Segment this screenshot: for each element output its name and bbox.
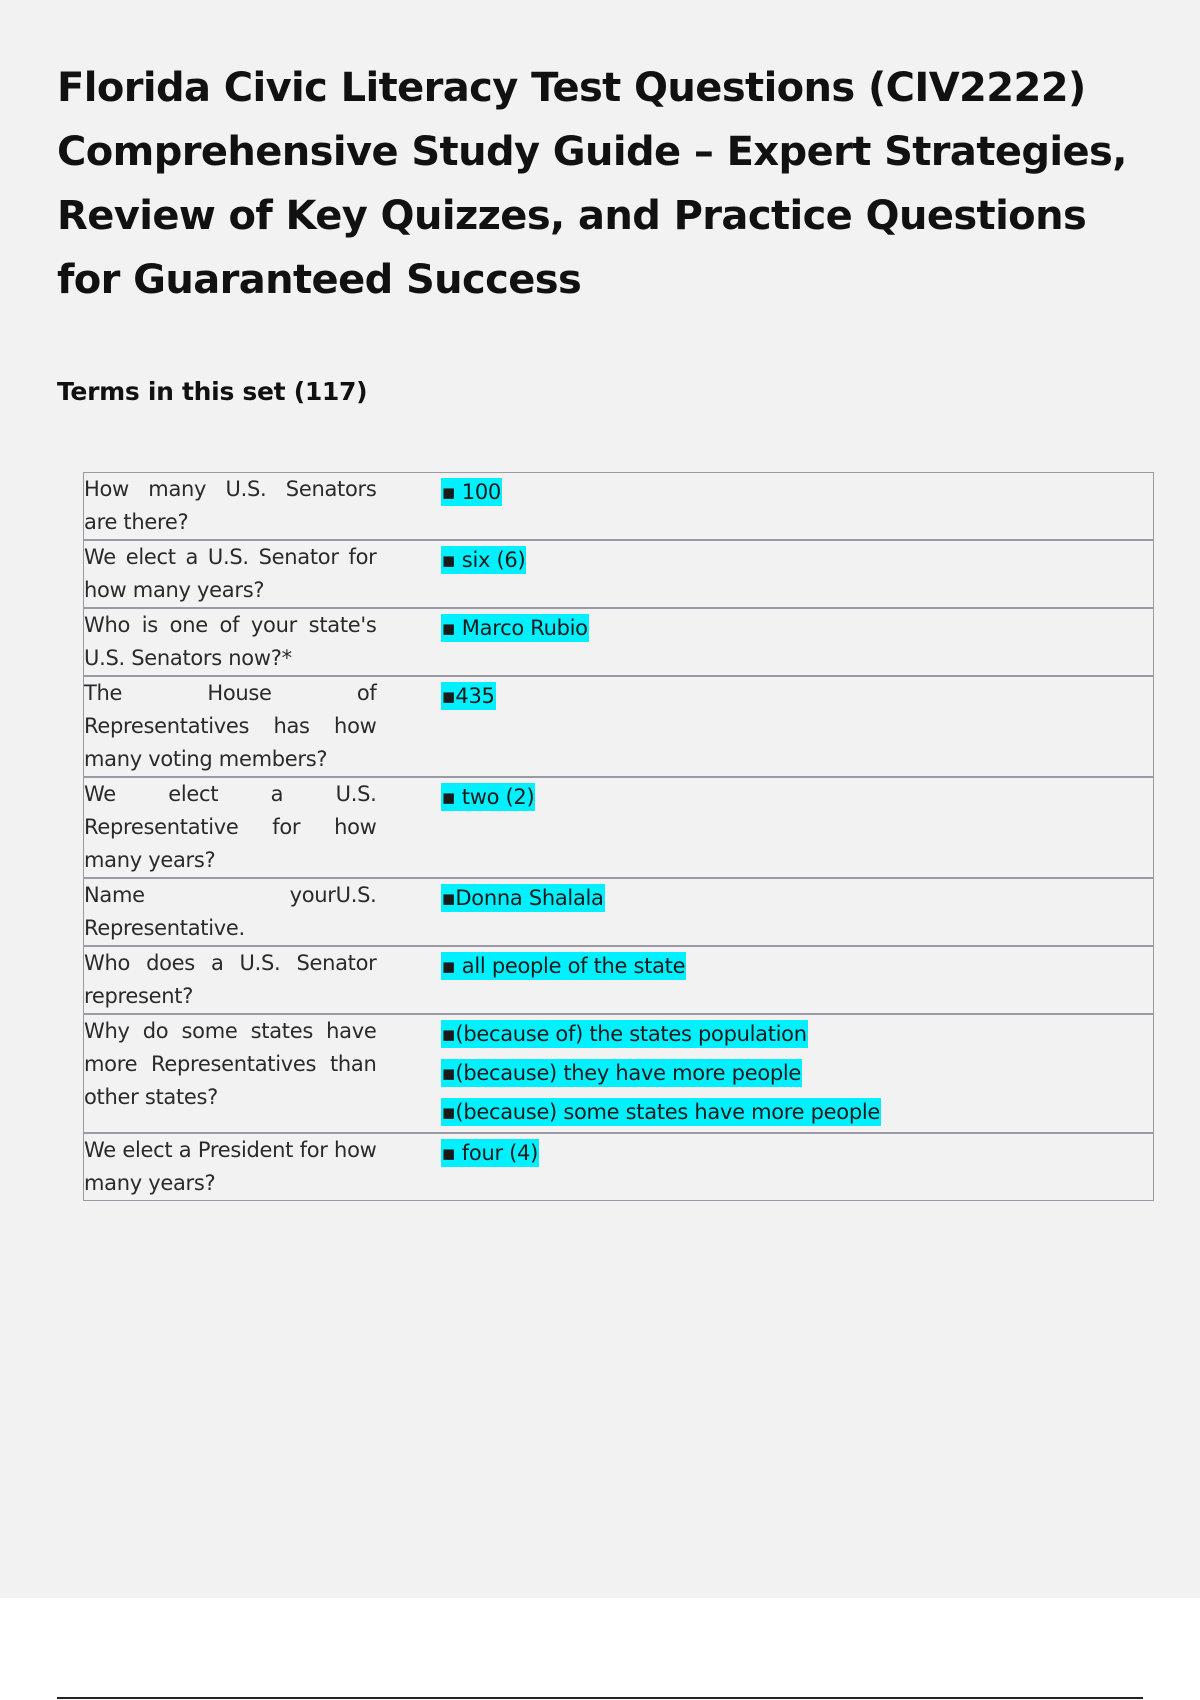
answer-line bbox=[441, 947, 1154, 986]
question-cell bbox=[84, 1133, 377, 1201]
answer-cell bbox=[441, 473, 1154, 541]
answer-line bbox=[441, 778, 1154, 817]
question-cell bbox=[84, 777, 377, 878]
question-text: We elect a U.S. Representative for how many years? bbox=[84, 782, 377, 872]
answer-highlight: ▪435 bbox=[441, 684, 495, 708]
footer-rule bbox=[57, 1697, 1143, 1699]
answer-line bbox=[441, 1093, 1154, 1132]
question-text: Who does a U.S. Senator represent? bbox=[84, 951, 377, 1008]
term-row bbox=[84, 608, 1154, 676]
term-row bbox=[84, 1014, 1154, 1133]
question-cell bbox=[84, 676, 377, 777]
answer-cell bbox=[441, 1014, 1154, 1133]
question-cell bbox=[84, 473, 377, 541]
answer-highlight: ▪ six (6) bbox=[441, 548, 526, 572]
question-text: Why do some states have more Representatives than other states? bbox=[84, 1019, 377, 1109]
answer-highlight: ▪(because) they have more people bbox=[441, 1061, 802, 1085]
answer-line bbox=[441, 879, 1154, 918]
column-gap bbox=[377, 878, 441, 946]
term-row bbox=[84, 878, 1154, 946]
question-cell bbox=[84, 540, 377, 608]
answer-highlight: ▪ two (2) bbox=[441, 785, 535, 809]
question-cell bbox=[84, 1014, 377, 1133]
answer-highlight: ▪(because of) the states population bbox=[441, 1022, 807, 1046]
question-cell bbox=[84, 946, 377, 1014]
column-gap bbox=[377, 676, 441, 777]
question-text: We elect a President for how many years? bbox=[84, 1138, 377, 1195]
term-row bbox=[84, 777, 1154, 878]
term-row bbox=[84, 1133, 1154, 1201]
answer-line bbox=[441, 1015, 1154, 1054]
term-row bbox=[84, 540, 1154, 608]
term-row bbox=[84, 473, 1154, 541]
question-text: The House of Representatives has how many voting members? bbox=[84, 681, 377, 771]
column-gap bbox=[377, 1133, 441, 1201]
column-gap bbox=[377, 946, 441, 1014]
terms-table bbox=[83, 472, 1154, 1201]
answer-highlight: ▪ four (4) bbox=[441, 1141, 539, 1165]
column-gap bbox=[377, 777, 441, 878]
term-row bbox=[84, 946, 1154, 1014]
answer-line bbox=[441, 677, 1154, 716]
answer-highlight: ▪Donna Shalala bbox=[441, 886, 604, 910]
answer-cell bbox=[441, 946, 1154, 1014]
question-text: We elect a U.S. Senator for how many years? bbox=[84, 545, 377, 602]
answer-cell bbox=[441, 1133, 1154, 1201]
question-text: How many U.S. Senators are there? bbox=[84, 477, 377, 534]
answer-highlight: ▪ 100 bbox=[441, 480, 501, 504]
answer-line bbox=[441, 541, 1154, 580]
question-cell bbox=[84, 878, 377, 946]
document-title: Florida Civic Literacy Test Questions (CIV2222) Comprehensive Study Guide – Expert Strategies, Review of Key Quizzes, and Practice Questions for Guaranteed Success bbox=[57, 65, 1127, 303]
answer-highlight: ▪ Marco Rubio bbox=[441, 616, 588, 640]
answer-line bbox=[441, 609, 1154, 648]
answer-cell bbox=[441, 777, 1154, 878]
answer-line bbox=[441, 1054, 1154, 1093]
column-gap bbox=[377, 608, 441, 676]
answer-highlight: ▪ all people of the state bbox=[441, 954, 686, 978]
answer-cell bbox=[441, 608, 1154, 676]
question-text: Who is one of your state's U.S. Senators now?* bbox=[84, 613, 377, 670]
answer-cell bbox=[441, 540, 1154, 608]
column-gap bbox=[377, 473, 441, 541]
terms-heading: Terms in this set (117) bbox=[57, 377, 368, 406]
term-row bbox=[84, 676, 1154, 777]
answer-line bbox=[441, 473, 1154, 512]
question-text: Name yourU.S. Representative. bbox=[84, 883, 377, 940]
column-gap bbox=[377, 540, 441, 608]
answer-cell bbox=[441, 878, 1154, 946]
answer-line bbox=[441, 1134, 1154, 1173]
question-cell bbox=[84, 608, 377, 676]
answer-highlight: ▪(because) some states have more people bbox=[441, 1100, 881, 1124]
answer-cell bbox=[441, 676, 1154, 777]
column-gap bbox=[377, 1014, 441, 1133]
